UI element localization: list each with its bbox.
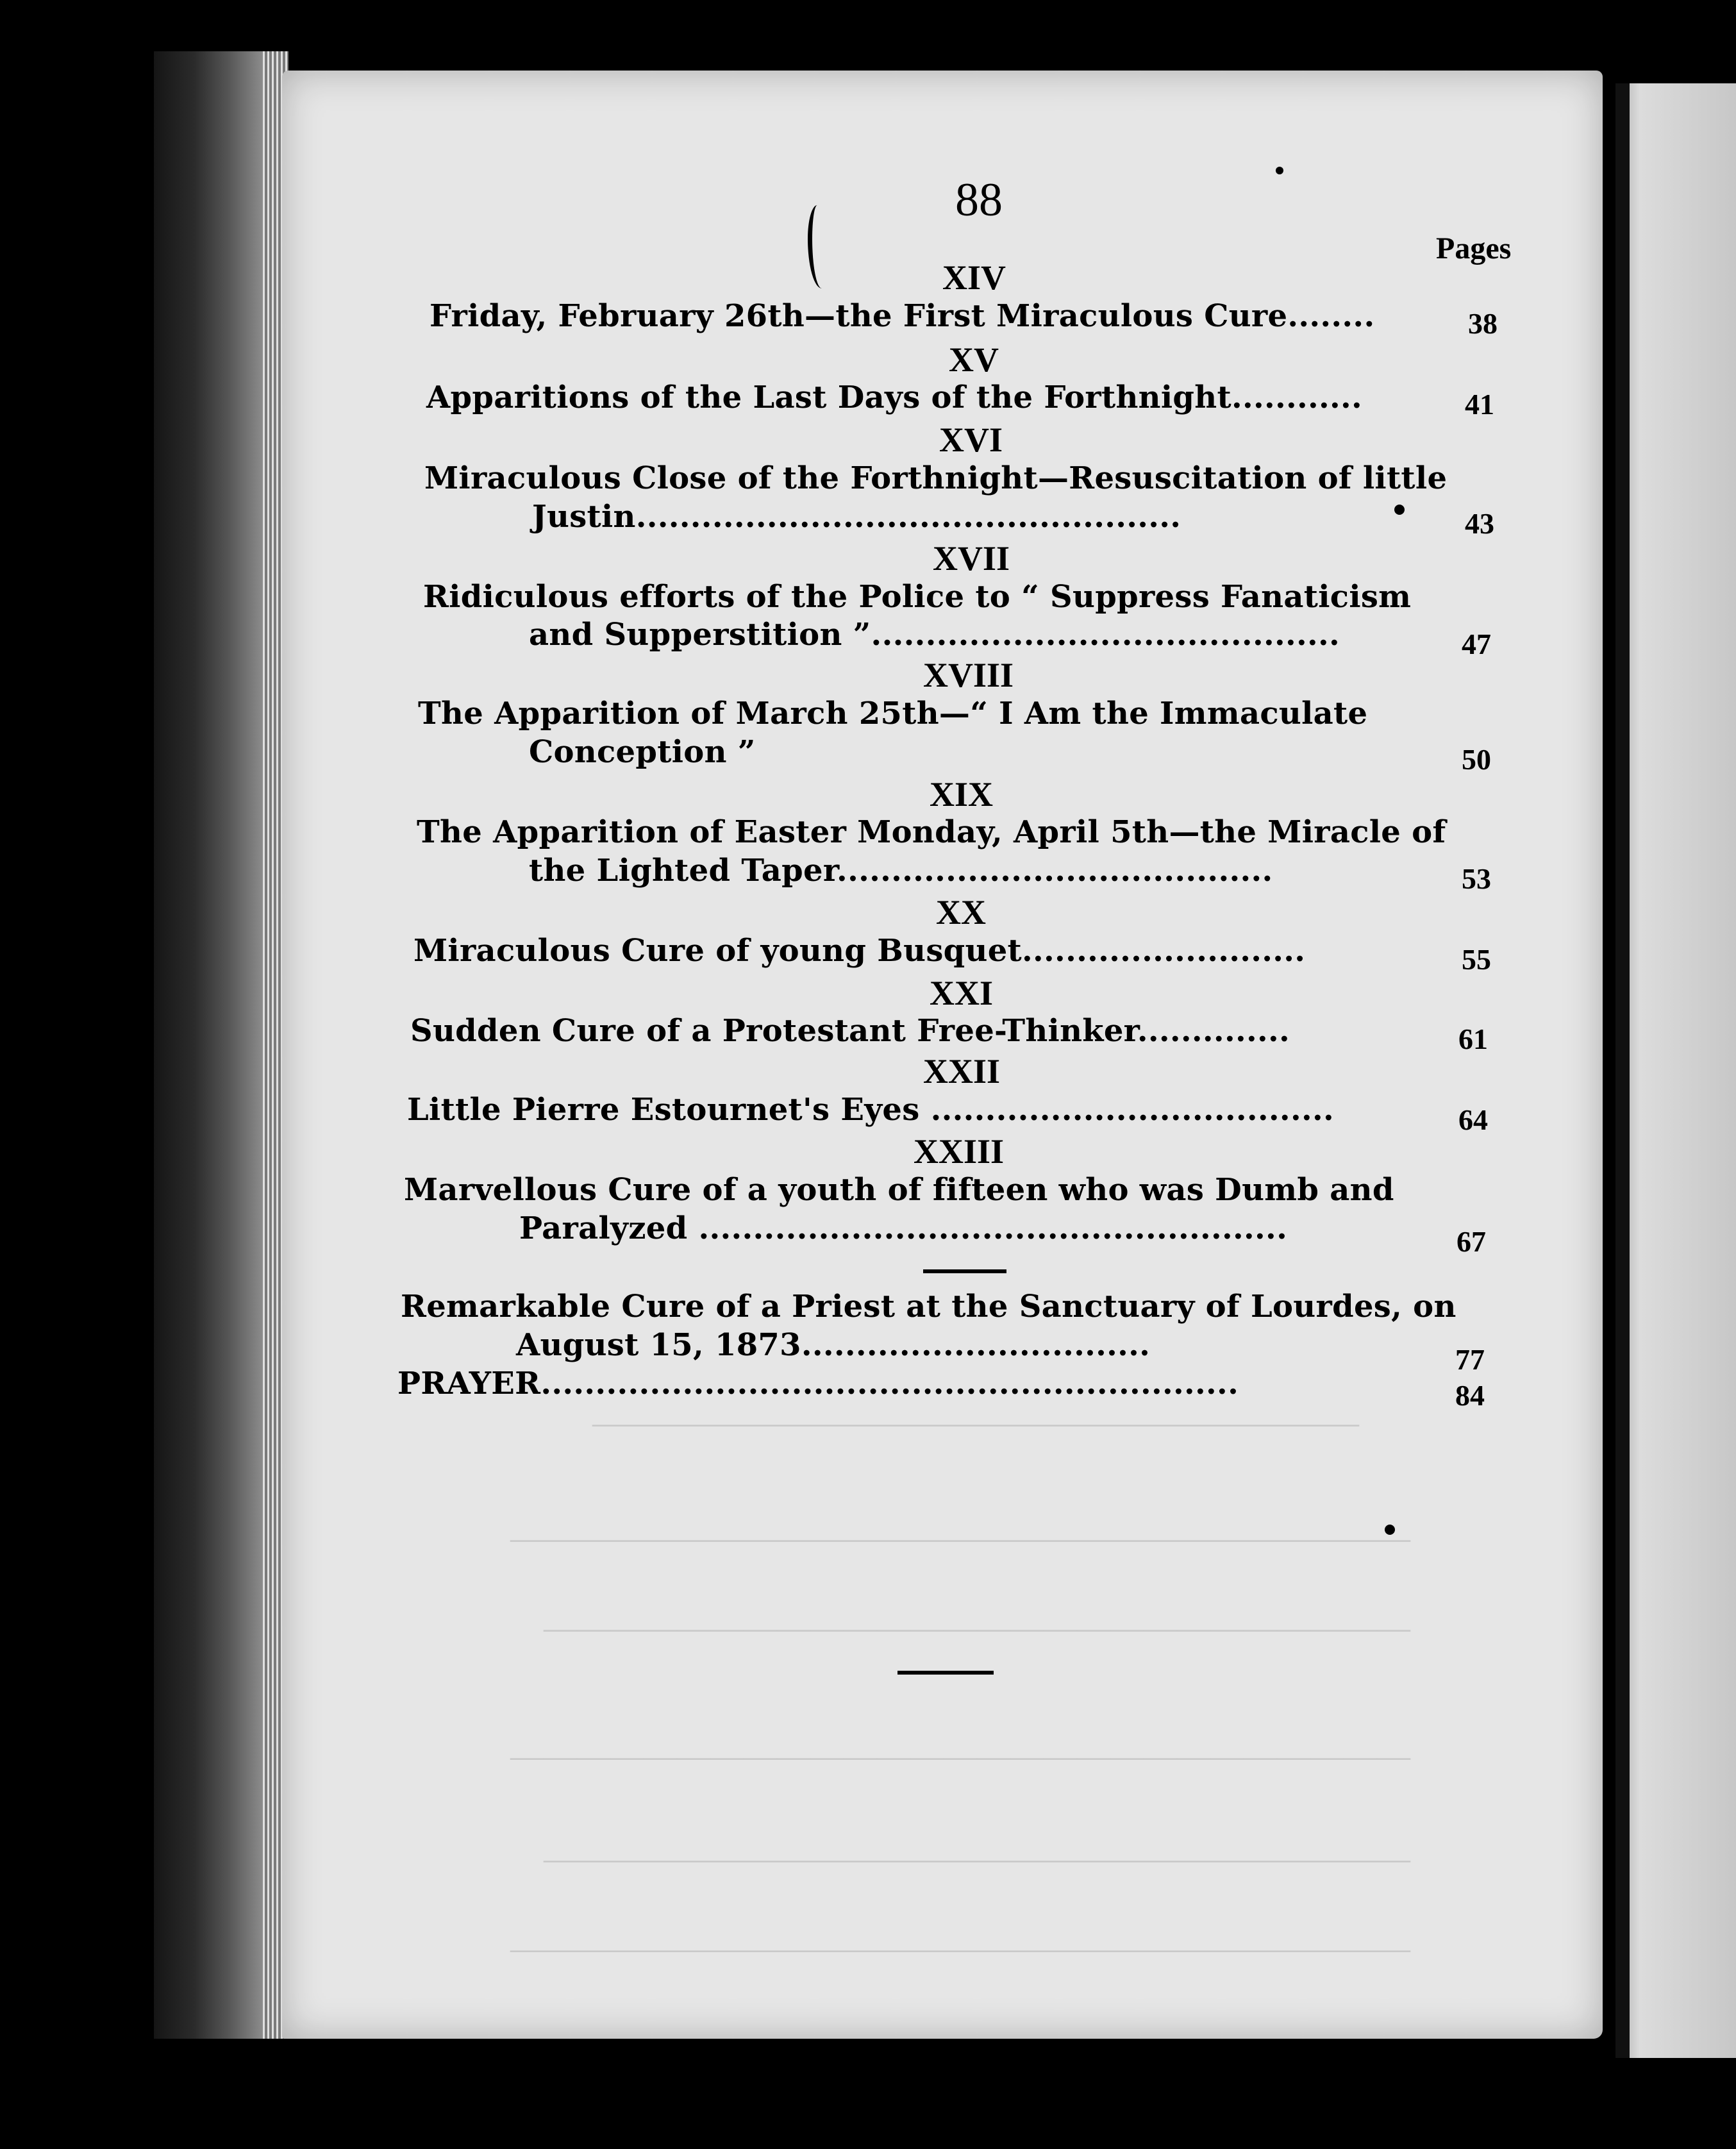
entry-page: 77 — [1455, 1343, 1485, 1376]
entry-title: Apparitions of the Last Days of the Forthnight............ — [426, 380, 1363, 415]
book-binding-edge — [154, 51, 288, 2039]
entry-title-continued: Paralyzed ...................................................... — [519, 1210, 1288, 1246]
entry-page: 50 — [1462, 743, 1491, 776]
page-number: 88 — [955, 174, 1003, 226]
chapter-numeral: XX — [936, 893, 986, 932]
show-through-texture: ——————————————————————— ——————————————————————————— —————————————————————————— ——————————————————————————— —————————————————————————— ——————————————————————————— — [510, 1405, 1410, 1967]
entry-page: 55 — [1462, 943, 1491, 976]
entry-title: The Apparition of Easter Monday, April 5th—the Miracle of — [417, 814, 1446, 850]
entry-page: 61 — [1458, 1023, 1488, 1055]
table-of-contents — [282, 71, 1603, 2039]
chapter-numeral: XIV — [942, 258, 1006, 297]
entry-title-continued: Justin.................................................. — [532, 499, 1181, 535]
entry-page: 38 — [1468, 307, 1498, 340]
entry-title: Miraculous Close of the Forthnight—Resuscitation of little — [424, 460, 1448, 496]
entry-page: 67 — [1456, 1225, 1486, 1258]
adjacent-page-edge — [1615, 83, 1736, 2058]
pen-mark — [808, 205, 831, 288]
ink-speck — [1394, 505, 1405, 515]
ink-speck — [1276, 167, 1283, 174]
entry-title: Little Pierre Estournet's Eyes ..................................... — [407, 1092, 1334, 1128]
chapter-numeral: XV — [949, 340, 999, 379]
entry-title-continued: Conception ” — [529, 734, 756, 770]
entry-title: Ridiculous efforts of the Police to “ Suppress Fanaticism — [423, 579, 1412, 615]
entry-title-continued: and Supperstition ”........................................... — [529, 617, 1340, 653]
entry-title: The Apparition of March 25th—“ I Am the Immaculate — [418, 696, 1368, 732]
chapter-numeral: XXIII — [914, 1132, 1005, 1171]
ink-speck — [1385, 1525, 1395, 1535]
chapter-numeral: XXII — [923, 1052, 1001, 1091]
entry-page: 41 — [1465, 388, 1494, 421]
entry-page: 43 — [1465, 507, 1494, 540]
entry-page: 53 — [1462, 862, 1491, 895]
entry-title: Remarkable Cure of a Priest at the Sanctuary of Lourdes, on — [401, 1289, 1456, 1325]
entry-page: 64 — [1458, 1103, 1488, 1136]
chapter-numeral: XXI — [930, 974, 994, 1012]
entry-page: 84 — [1455, 1379, 1485, 1412]
entry-title-continued: August 15, 1873................................ — [516, 1327, 1151, 1363]
chapter-numeral: XIX — [930, 775, 994, 814]
entry-title: Friday, February 26th—the First Miraculous Cure........ — [430, 298, 1375, 334]
entry-title: Miraculous Cure of young Busquet.......................... — [413, 933, 1306, 969]
page-sheet — [282, 71, 1603, 2039]
chapter-numeral: XVII — [933, 539, 1010, 578]
section-divider — [923, 1269, 1006, 1273]
entry-page: 47 — [1462, 628, 1491, 660]
entry-title: PRAYER................................................................ — [397, 1366, 1239, 1401]
entry-title: Sudden Cure of a Protestant Free-Thinker.............. — [410, 1013, 1290, 1049]
pages-column-label: Pages — [1436, 231, 1512, 265]
entry-title: Marvellous Cure of a youth of fifteen who was Dumb and — [404, 1172, 1394, 1208]
entry-title-continued: the Lighted Taper........................................ — [529, 853, 1273, 889]
chapter-numeral: XVIII — [923, 656, 1014, 694]
chapter-numeral: XVI — [939, 421, 1003, 459]
section-divider — [897, 1671, 994, 1675]
